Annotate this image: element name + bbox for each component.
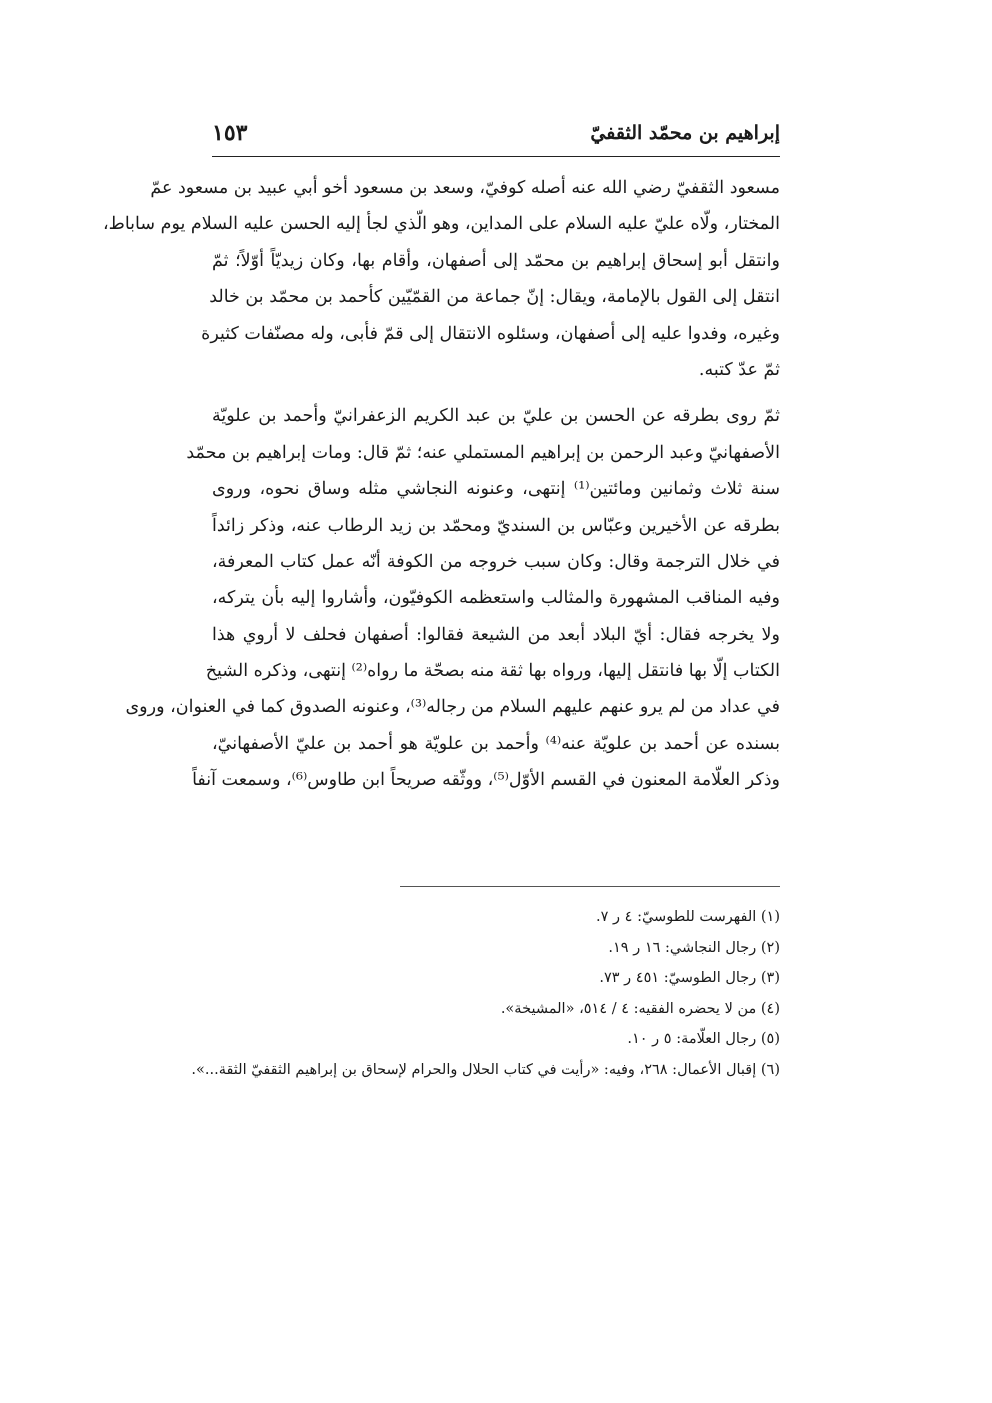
text-line: انتقل إلى القول بالإمامة، ويقال: إنّ جماعة من القمّيّين كأحمد بن محمّد بن خالد xyxy=(209,287,780,308)
text-line: المختار، ولّاه عليّ عليه السلام على المداين، وهو الّذي لجأ إليه الحسن عليه السلام يوم ساباط، xyxy=(103,214,780,235)
text-line: وذكر العلّامة المعنون في القسم الأوّل⁽⁵⁾، ووثّقه صريحاً ابن طاوس⁽⁶⁾، وسمعت آنفاً xyxy=(192,770,780,791)
running-title: إبراهيم بن محمّد الثقفيّ xyxy=(590,122,780,144)
page-header xyxy=(212,118,780,158)
footnote-divider xyxy=(400,886,780,887)
footnote-6: (٦) إقبال الأعمال: ٢٦٨، وفيه: «رأيت في كتاب الحلال والحرام لإسحاق بن إبراهيم الثقفيّ الثقة...». xyxy=(191,1061,780,1078)
text-line: سنة ثلاث وثمانين ومائتين⁽¹⁾ إنتهى، وعنونه النجاشي مثله وساق نحوه، وروى xyxy=(212,479,780,500)
text-line: ثمّ روى بطرقه عن الحسن بن عليّ بن عبد الكريم الزعفرانيّ وأحمد بن علويّة xyxy=(212,406,780,427)
footnote-3: (٣) رجال الطوسيّ: ٤٥١ ر ٧٣. xyxy=(599,970,780,986)
paragraph-2 xyxy=(125,398,780,798)
text-line: ثمّ عدّ كتبه. xyxy=(698,359,780,380)
text-line: الأصفهانيّ وعبد الرحمن بن إبراهيم المستملي عنه؛ ثمّ قال: ومات إبراهيم بن محمّد xyxy=(186,442,780,463)
footnote-1: (١) الفهرست للطوسيّ: ٤ ر ٧. xyxy=(596,909,780,925)
text-line: وغيره، وفدوا عليه إلى أصفهان، وسئلوه الانتقال إلى قمّ فأبى، وله مصنّفات كثيرة xyxy=(201,323,780,344)
text-line: ولا يخرجه فقال: أيّ البلاد أبعد من الشيعة فقالوا: أصفهان فحلف لا أروي هذا xyxy=(212,624,780,645)
text-line: في خلال الترجمة وقال: وكان سبب خروجه من الكوفة أنّه عمل كتاب المعرفة، xyxy=(212,551,780,572)
text-line: في عداد من لم يرو عنهم عليهم السلام من رجاله⁽³⁾، وعنونه الصدوق كما في العنوان، وروى xyxy=(125,697,780,718)
text-line: بسنده عن أحمد بن علويّة عنه⁽⁴⁾ وأحمد بن علويّة هو أحمد بن عليّ الأصفهانيّ، xyxy=(212,733,780,754)
header-divider xyxy=(212,156,780,157)
footnote-2: (٢) رجال النجاشي: ١٦ ر ١٩. xyxy=(608,939,780,956)
text-line: بطرقه عن الأخيرين وعبّاس بن السنديّ ومحمّد بن زيد الرطاب عنه، وذكر زائداً xyxy=(212,515,780,536)
text-line: وانتقل أبو إسحاق إبراهيم بن محمّد إلى أصفهان، وأقام بها، وكان زيديّاً أوّلاً؛ ثمّ xyxy=(212,250,780,271)
paragraph-1 xyxy=(103,170,780,388)
footnotes xyxy=(191,902,780,1085)
footnote-5: (٥) رجال العلّامة: ٥ ر ١٠. xyxy=(627,1031,780,1047)
text-line: الكتاب إلّا بها فانتقل إليها، ورواه بها ثقة منه بصحّة ما رواه⁽²⁾ إنتهى، وذكره الشيخ xyxy=(205,661,780,682)
page-number: ١٥٣ xyxy=(212,120,248,146)
text-line: مسعود الثقفيّ رضي الله عنه أصله كوفيّ، وسعد بن مسعود أخو أبي عبيد بن مسعود عمّ xyxy=(150,178,780,198)
footnote-4: (٤) من لا يحضره الفقيه: ٤ / ٥١٤، «المشيخة». xyxy=(500,1000,780,1017)
text-line: وفيه المناقب المشهورة والمثالب واستعظمه الكوفيّون، وأشاروا إليه بأن يتركه، xyxy=(212,588,780,609)
main-text xyxy=(103,170,780,799)
